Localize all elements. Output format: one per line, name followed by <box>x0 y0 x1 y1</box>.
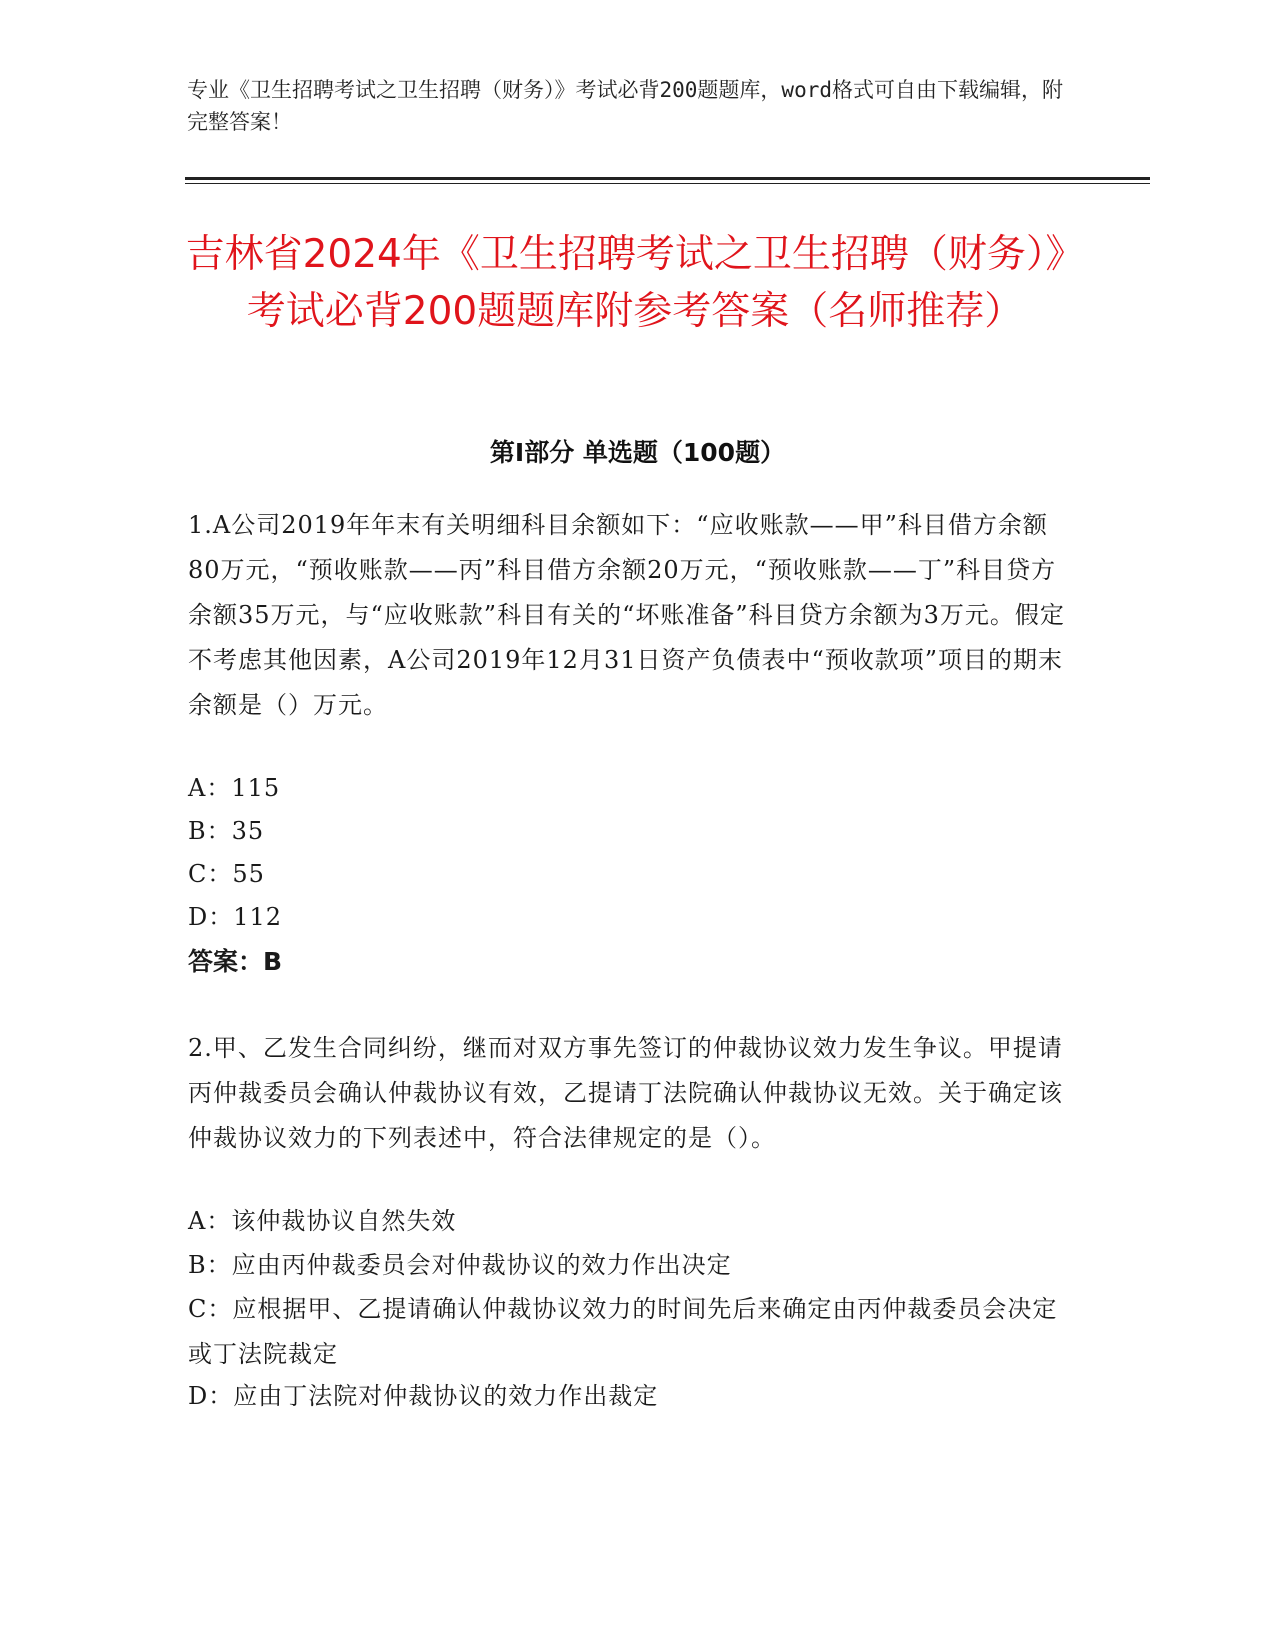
header-rule-thin <box>185 183 1150 184</box>
question-1-answer: 答案：B <box>188 947 283 976</box>
section-heading: 第I部分 单选题（100题） <box>489 438 786 467</box>
question-1-option-a: A：115 <box>188 774 281 802</box>
header-rule-thick <box>185 177 1150 180</box>
header-note: 专业《卫生招聘考试之卫生招聘（财务）》考试必背200题题库，word格式可自由下载编辑，附完整答案！ <box>187 78 1063 134</box>
question-2-option-d: D：应由丁法院对仲裁协议的效力作出裁定 <box>188 1382 659 1410</box>
question-2-option-c: C：应根据甲、乙提请确认仲裁协议效力的时间先后来确定由丙仲裁委员会决定或丁法院裁定 <box>188 1295 1058 1368</box>
question-1-option-c: C：55 <box>188 860 265 888</box>
document-title: 吉林省2024年《卫生招聘考试之卫生招聘（财务）》考试必背200题题库附参考答案（名师推荐） <box>185 232 1085 334</box>
question-1-stem: 1.A公司2019年年末有关明细科目余额如下：“应收账款——甲”科目借方余额80万元，“预收账款——丙”科目借方余额20万元，“预收账款——丁”科目贷方余额35万元，与“应收账款”科目有关的“坏账准备”科目贷方余额为3万元。假定不考虑其他因素，A公司2019年12月31日资产负债表中“预收款项”项目的期末余额是（）万元。 <box>188 511 1065 719</box>
question-2-option-b: B：应由丙仲裁委员会对仲裁协议的效力作出决定 <box>188 1251 732 1279</box>
question-2-stem: 2.甲、乙发生合同纠纷，继而对双方事先签订的仲裁协议效力发生争议。甲提请丙仲裁委员会确认仲裁协议有效，乙提请丁法院确认仲裁协议无效。关于确定该仲裁协议效力的下列表述中，符合法律规定的是（）。 <box>188 1034 1063 1152</box>
question-1-option-b: B：35 <box>188 817 265 845</box>
question-1-option-d: D：112 <box>188 903 283 931</box>
question-2-option-a: A：该仲裁协议自然失效 <box>188 1207 457 1235</box>
